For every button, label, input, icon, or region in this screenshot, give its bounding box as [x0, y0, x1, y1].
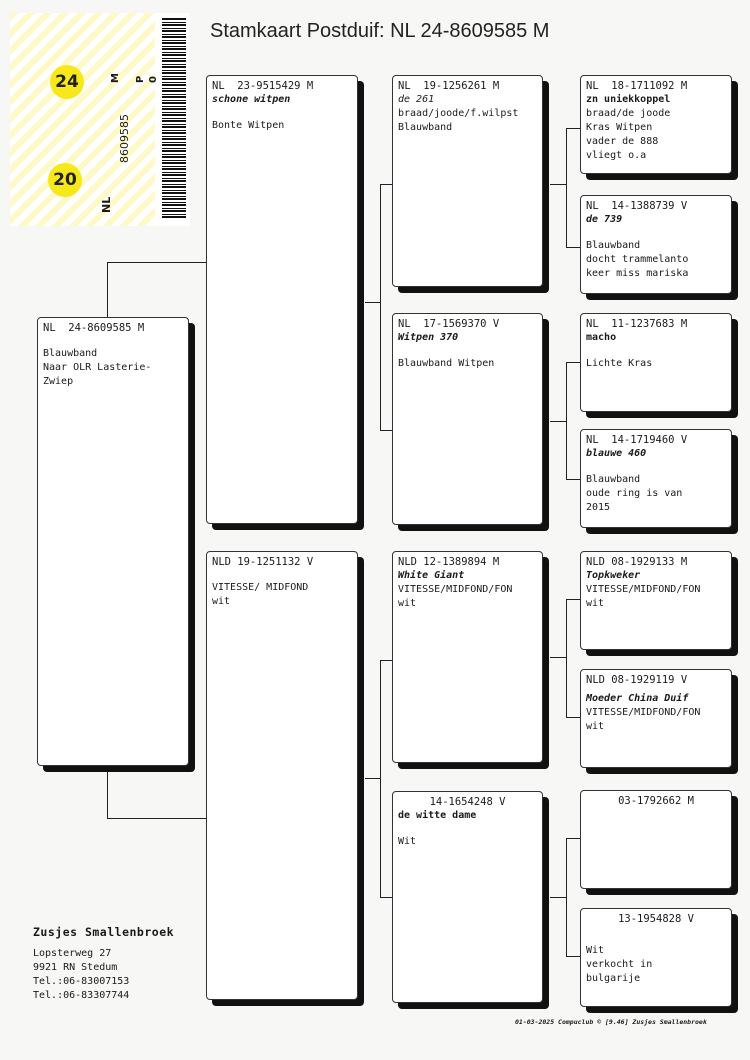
ring-number: NL 14-1388739 V — [586, 200, 688, 212]
connector-line — [380, 184, 392, 185]
ring-number: NLD 08-1929133 M — [586, 556, 688, 568]
pigeon-info: VITESSE/MIDFOND/FON wit — [586, 707, 701, 732]
connector-line — [550, 421, 566, 422]
ring-label-sticker — [10, 13, 190, 226]
pigeon-info: Bonte Witpen — [212, 120, 285, 131]
barcode — [162, 18, 186, 218]
pigeon-card-subject[interactable] — [37, 317, 189, 766]
pigeon-name: de 739 — [586, 214, 623, 225]
connector-line — [107, 262, 108, 317]
page-title: Stamkaart Postduif: NL 24-8609585 M — [210, 20, 550, 42]
connector-line — [566, 362, 567, 479]
connector-line — [550, 184, 566, 185]
pigeon-info: Wit verkocht in bulgarije — [586, 945, 653, 984]
connector-line — [380, 430, 392, 431]
connector-line — [566, 599, 580, 600]
pigeon-card-mf[interactable] — [392, 551, 543, 763]
pigeon-info: Blauwband Witpen — [398, 358, 495, 369]
pigeon-card-father[interactable] — [206, 75, 358, 524]
year-badge-left: 20 — [48, 163, 82, 197]
owner-name: Zusjes Smallenbroek — [33, 925, 175, 939]
connector-line — [566, 479, 580, 480]
ring-number: NL 14-1719460 V — [586, 434, 688, 446]
pigeon-name: schone witpen — [212, 94, 291, 105]
pigeon-name: zn uniekkoppel — [586, 94, 671, 105]
pigeon-card-mfm[interactable] — [580, 669, 732, 768]
pigeon-name: de 261 — [398, 94, 435, 105]
connector-line — [380, 184, 381, 430]
pigeon-info: VITESSE/MIDFOND/FON wit — [586, 584, 701, 609]
connector-line — [566, 838, 567, 956]
label-code-m: M — [110, 73, 121, 83]
owner-phone-1: Tel.:06-83007153 — [33, 976, 130, 987]
pigeon-card-mff[interactable] — [580, 551, 732, 650]
connector-line — [380, 660, 392, 661]
label-code-p: P — [135, 75, 146, 83]
pigeon-info: VITESSE/MIDFOND/FON wit — [398, 584, 513, 609]
pigeon-info: Wit — [398, 836, 417, 847]
connector-line — [107, 766, 108, 818]
owner-info — [33, 925, 174, 1003]
pigeon-name: macho — [586, 332, 617, 343]
year-badge-top: 24 — [50, 65, 84, 99]
pigeon-info: braad/joode/f.wilpst Blauwband — [398, 108, 519, 133]
connector-line — [566, 128, 580, 129]
ring-number: 14-1654248 V — [429, 796, 506, 808]
label-code-0: 0 — [148, 76, 159, 83]
ring-number: NL 23-9515429 M — [212, 80, 314, 92]
connector-line — [566, 599, 567, 717]
pigeon-card-fmm[interactable] — [580, 429, 732, 528]
pigeon-name: White Giant — [398, 570, 465, 581]
pigeon-card-fmf[interactable] — [580, 313, 732, 412]
connector-line — [107, 818, 206, 819]
pigeon-name: de witte dame — [398, 810, 477, 821]
pigeon-info: VITESSE/ MIDFOND wit — [212, 582, 309, 607]
owner-street: Lopsterweg 27 — [33, 948, 112, 959]
pigeon-card-ff[interactable] — [392, 75, 543, 287]
connector-line — [566, 838, 580, 839]
ring-number-vertical: 8609585 — [118, 114, 131, 163]
connector-line — [365, 778, 381, 779]
pigeon-name: Topkweker — [586, 570, 641, 581]
ring-number: NLD 19-1251132 V — [212, 556, 314, 568]
pigeon-info: Blauwband Naar OLR Lasterie- Zwiep — [43, 348, 152, 387]
pigeon-card-fm[interactable] — [392, 313, 543, 525]
owner-phone-2: Tel.:06-83307744 — [33, 990, 130, 1001]
connector-line — [380, 897, 392, 898]
pigeon-card-fff[interactable] — [580, 75, 732, 174]
pigeon-name: blauwe 460 — [586, 448, 647, 459]
pigeon-info: Lichte Kras — [586, 358, 653, 369]
connector-line — [550, 897, 566, 898]
ring-number: NL 11-1237683 M — [586, 318, 688, 330]
pigeon-card-mm[interactable] — [392, 791, 543, 1003]
pigeon-info: braad/de joode Kras Witpen vader de 888 vliegt o.a — [586, 108, 671, 161]
pigeon-card-mmm[interactable] — [580, 908, 732, 1007]
pigeon-info: Blauwband docht trammelanto keer miss mariska — [586, 240, 689, 279]
pigeon-name: Moeder China Duif — [586, 693, 689, 704]
connector-line — [566, 247, 580, 248]
connector-line — [107, 262, 206, 263]
connector-line — [550, 657, 566, 658]
ring-number: NL 17-1569370 V — [398, 318, 500, 330]
ring-label-background — [10, 13, 155, 226]
ring-number: NLD 08-1929119 V — [586, 674, 688, 686]
ring-number: NLD 12-1389894 M — [398, 556, 500, 568]
country-code-vertical: NL — [100, 196, 113, 213]
pigeon-card-mmf[interactable] — [580, 790, 732, 889]
ring-number: 03-1792662 M — [618, 795, 694, 807]
footer-print-info: 01-03-2025 Compuclub © [9.46] Zusjes Smallenbroek — [515, 1018, 707, 1026]
connector-line — [566, 717, 580, 718]
connector-line — [566, 128, 567, 247]
connector-line — [380, 660, 381, 897]
connector-line — [566, 362, 580, 363]
pigeon-name: Witpen 370 — [398, 332, 459, 343]
ring-number: NL 18-1711092 M — [586, 80, 688, 92]
ring-number: NL 24-8609585 M — [43, 322, 145, 334]
pigeon-card-ffm[interactable] — [580, 195, 732, 294]
connector-line — [566, 956, 580, 957]
owner-city: 9921 RN Stedum — [33, 962, 118, 973]
ring-number: NL 19-1256261 M — [398, 80, 500, 92]
pigeon-card-mother[interactable] — [206, 551, 358, 1000]
ring-number: 13-1954828 V — [618, 913, 694, 925]
connector-line — [365, 302, 381, 303]
pigeon-info: Blauwband oude ring is van 2015 — [586, 474, 683, 513]
